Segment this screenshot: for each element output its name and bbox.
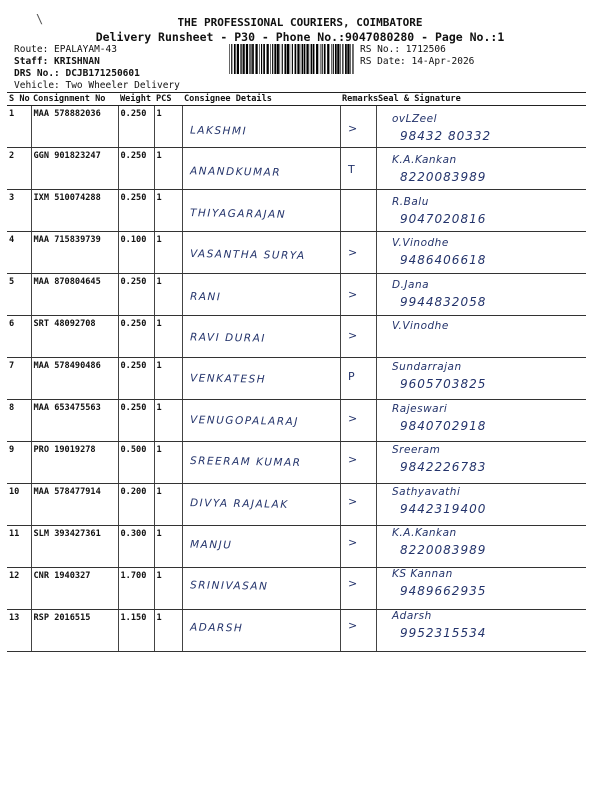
remark-mark: > [348, 618, 358, 632]
row-remarks-cell [340, 358, 376, 400]
row-sno: 11 [7, 526, 31, 568]
rs-date: RS Date: 14-Apr-2026 [360, 56, 475, 67]
remark-mark: T [348, 163, 355, 177]
remark-mark: > [348, 329, 358, 342]
row-pcs: 1 [154, 190, 182, 232]
row-weight: 0.500 [118, 442, 154, 484]
row-consignment: MAA 578477914 [31, 484, 118, 526]
consignee-handwritten: SRINIVASAN [189, 579, 269, 594]
row-remarks-cell [340, 232, 376, 274]
row-pcs: 1 [154, 526, 182, 568]
row-weight: 0.250 [118, 316, 154, 358]
company-title: THE PROFESSIONAL COURIERS, COIMBATORE [177, 16, 423, 29]
signature-phone: 9486406618 [400, 253, 487, 268]
row-remarks-cell [340, 400, 376, 442]
row-sno: 12 [7, 568, 31, 610]
row-weight: 1.150 [118, 610, 154, 652]
consignee-handwritten: RAVI DURAI [189, 331, 267, 345]
remark-mark: > [348, 494, 358, 508]
row-weight: 0.250 [118, 148, 154, 190]
row-remarks-cell [340, 106, 376, 148]
row-remarks-cell [340, 274, 376, 316]
corner-mark: \ [36, 12, 44, 26]
row-weight: 0.250 [118, 358, 154, 400]
col-pcs: PCS [154, 93, 182, 106]
signature-name: Rajeswari [392, 402, 448, 415]
col-sno: S No [9, 94, 30, 104]
row-consignment: MAA 578490486 [31, 358, 118, 400]
row-pcs: 1 [154, 358, 182, 400]
row-consignment: PRO 19019278 [31, 442, 118, 484]
consignee-handwritten: VENKATESH [189, 372, 267, 387]
row-pcs: 1 [154, 148, 182, 190]
signature-name: Adarsh [392, 609, 432, 622]
row-sno: 7 [7, 358, 31, 400]
signature-name: KS Kannan [392, 568, 453, 581]
signature-name: ovLZeel [392, 113, 438, 125]
runsheet-table [7, 92, 586, 652]
table-row [7, 274, 586, 316]
consignee-handwritten: VASANTHA SURYA [189, 248, 306, 263]
remark-mark: > [348, 411, 358, 425]
row-consignment: CNR 1940327 [31, 568, 118, 610]
row-consignment: MAA 578882036 [31, 106, 118, 148]
rs-number: RS No.: 1712506 [360, 44, 446, 55]
table-row [7, 358, 586, 400]
remark-mark: > [348, 453, 358, 467]
row-sno: 5 [7, 274, 31, 316]
remark-mark: P [348, 370, 355, 384]
remark-mark: > [348, 577, 358, 591]
col-remarks: Remarks [342, 94, 379, 104]
col-consignee: Consignee Details [182, 93, 340, 106]
drs-label: DRS No.: DCJB171250601 [14, 68, 140, 79]
row-sno: 1 [7, 106, 31, 148]
row-consignment: MAA 715839739 [31, 232, 118, 274]
signature-phone: 98432 80332 [400, 129, 492, 143]
row-remarks-cell [340, 316, 376, 358]
row-remarks-cell [340, 190, 376, 232]
row-remarks-cell [340, 484, 376, 526]
remark-mark: > [348, 246, 358, 260]
signature-name: Sathyavathi [392, 485, 461, 498]
consignee-handwritten: RANI [189, 290, 222, 303]
row-sno: 9 [7, 442, 31, 484]
remark-mark: > [348, 536, 358, 549]
row-consignment: RSP 2016515 [31, 610, 118, 652]
barcode [229, 44, 355, 74]
vehicle-label: Vehicle: Two Wheeler Delivery [14, 80, 180, 91]
row-pcs: 1 [154, 568, 182, 610]
signature-name: V.Vinodhe [392, 237, 449, 250]
table-row [7, 106, 586, 148]
row-consignment: MAA 870804645 [31, 274, 118, 316]
row-pcs: 1 [154, 106, 182, 148]
signature-name: Sreeram [392, 444, 441, 457]
row-sno: 13 [7, 610, 31, 652]
row-consignment: IXM 510074288 [31, 190, 118, 232]
staff-label: Staff: KRISHNAN [14, 56, 100, 67]
row-consignment: MAA 653475563 [31, 400, 118, 442]
row-sno: 3 [7, 190, 31, 232]
row-remarks-cell [340, 526, 376, 568]
table-row [7, 526, 586, 568]
signature-phone: 9442319400 [400, 501, 487, 516]
consignee-handwritten: ANANDKUMAR [189, 165, 282, 180]
row-remarks-cell [340, 148, 376, 190]
col-signature: Seal & Signature [376, 93, 586, 106]
route-label: Route: EPALAYAM-43 [14, 44, 117, 55]
signature-phone: 9605703825 [400, 377, 487, 392]
col-weight: Weight [118, 93, 154, 106]
signature-name: V.Vinodhe [392, 320, 449, 332]
consignee-handwritten: VENUGOPALARAJ [189, 413, 299, 428]
row-pcs: 1 [154, 610, 182, 652]
row-sno: 4 [7, 232, 31, 274]
table-row [7, 568, 586, 610]
row-pcs: 1 [154, 232, 182, 274]
row-pcs: 1 [154, 442, 182, 484]
row-weight: 0.250 [118, 400, 154, 442]
row-pcs: 1 [154, 316, 182, 358]
table-row [7, 316, 586, 358]
signature-phone: 8220083989 [400, 543, 487, 557]
remark-mark: > [348, 122, 358, 135]
row-remarks-cell [340, 442, 376, 484]
row-consignment: GGN 901823247 [31, 148, 118, 190]
row-weight: 0.300 [118, 526, 154, 568]
consignee-handwritten: MANJU [189, 538, 233, 552]
consignee-handwritten: THIYAGARAJAN [189, 206, 287, 221]
row-weight: 0.250 [118, 274, 154, 316]
row-weight: 0.250 [118, 190, 154, 232]
table-row [7, 148, 586, 190]
row-remarks-cell [340, 568, 376, 610]
signature-name: K.A.Kankan [392, 527, 457, 539]
row-weight: 0.250 [118, 106, 154, 148]
signature-phone: 9944832058 [400, 294, 487, 309]
table-header-row [7, 93, 586, 106]
row-pcs: 1 [154, 484, 182, 526]
consignee-handwritten: DIVYA RAJALAK [189, 496, 289, 511]
consignee-handwritten: SREERAM KUMAR [189, 455, 302, 470]
signature-name: Sundarrajan [392, 361, 462, 374]
consignee-handwritten: ADARSH [189, 621, 244, 635]
signature-name: D.Jana [392, 278, 430, 291]
col-consignment: Consignment No [31, 93, 118, 106]
signature-phone: 8220083989 [400, 170, 487, 185]
row-weight: 1.700 [118, 568, 154, 610]
row-remarks-cell [340, 610, 376, 652]
row-pcs: 1 [154, 400, 182, 442]
signature-phone: 9842226783 [400, 460, 487, 475]
signature-phone: 9047020816 [400, 211, 487, 226]
row-sno: 2 [7, 148, 31, 190]
runsheet-subtitle: Delivery Runsheet - P30 - Phone No.:9047080280 - Page No.:1 [95, 30, 505, 44]
signature-phone: 9489662935 [400, 584, 487, 599]
signature-phone: 9952315534 [400, 625, 487, 640]
row-pcs: 1 [154, 274, 182, 316]
signature-name: R.Balu [392, 195, 429, 208]
table-row [7, 190, 586, 232]
signature-phone: 9840702918 [400, 418, 487, 433]
row-weight: 0.100 [118, 232, 154, 274]
row-sno: 10 [7, 484, 31, 526]
table-row [7, 484, 586, 526]
remark-mark: > [348, 287, 358, 301]
table-row [7, 610, 586, 652]
row-consignment: SRT 48092708 [31, 316, 118, 358]
consignee-handwritten: LAKSHMI [189, 124, 248, 138]
row-weight: 0.200 [118, 484, 154, 526]
row-sno: 8 [7, 400, 31, 442]
row-consignment: SLM 393427361 [31, 526, 118, 568]
signature-name: K.A.Kankan [392, 154, 457, 167]
row-sno: 6 [7, 316, 31, 358]
